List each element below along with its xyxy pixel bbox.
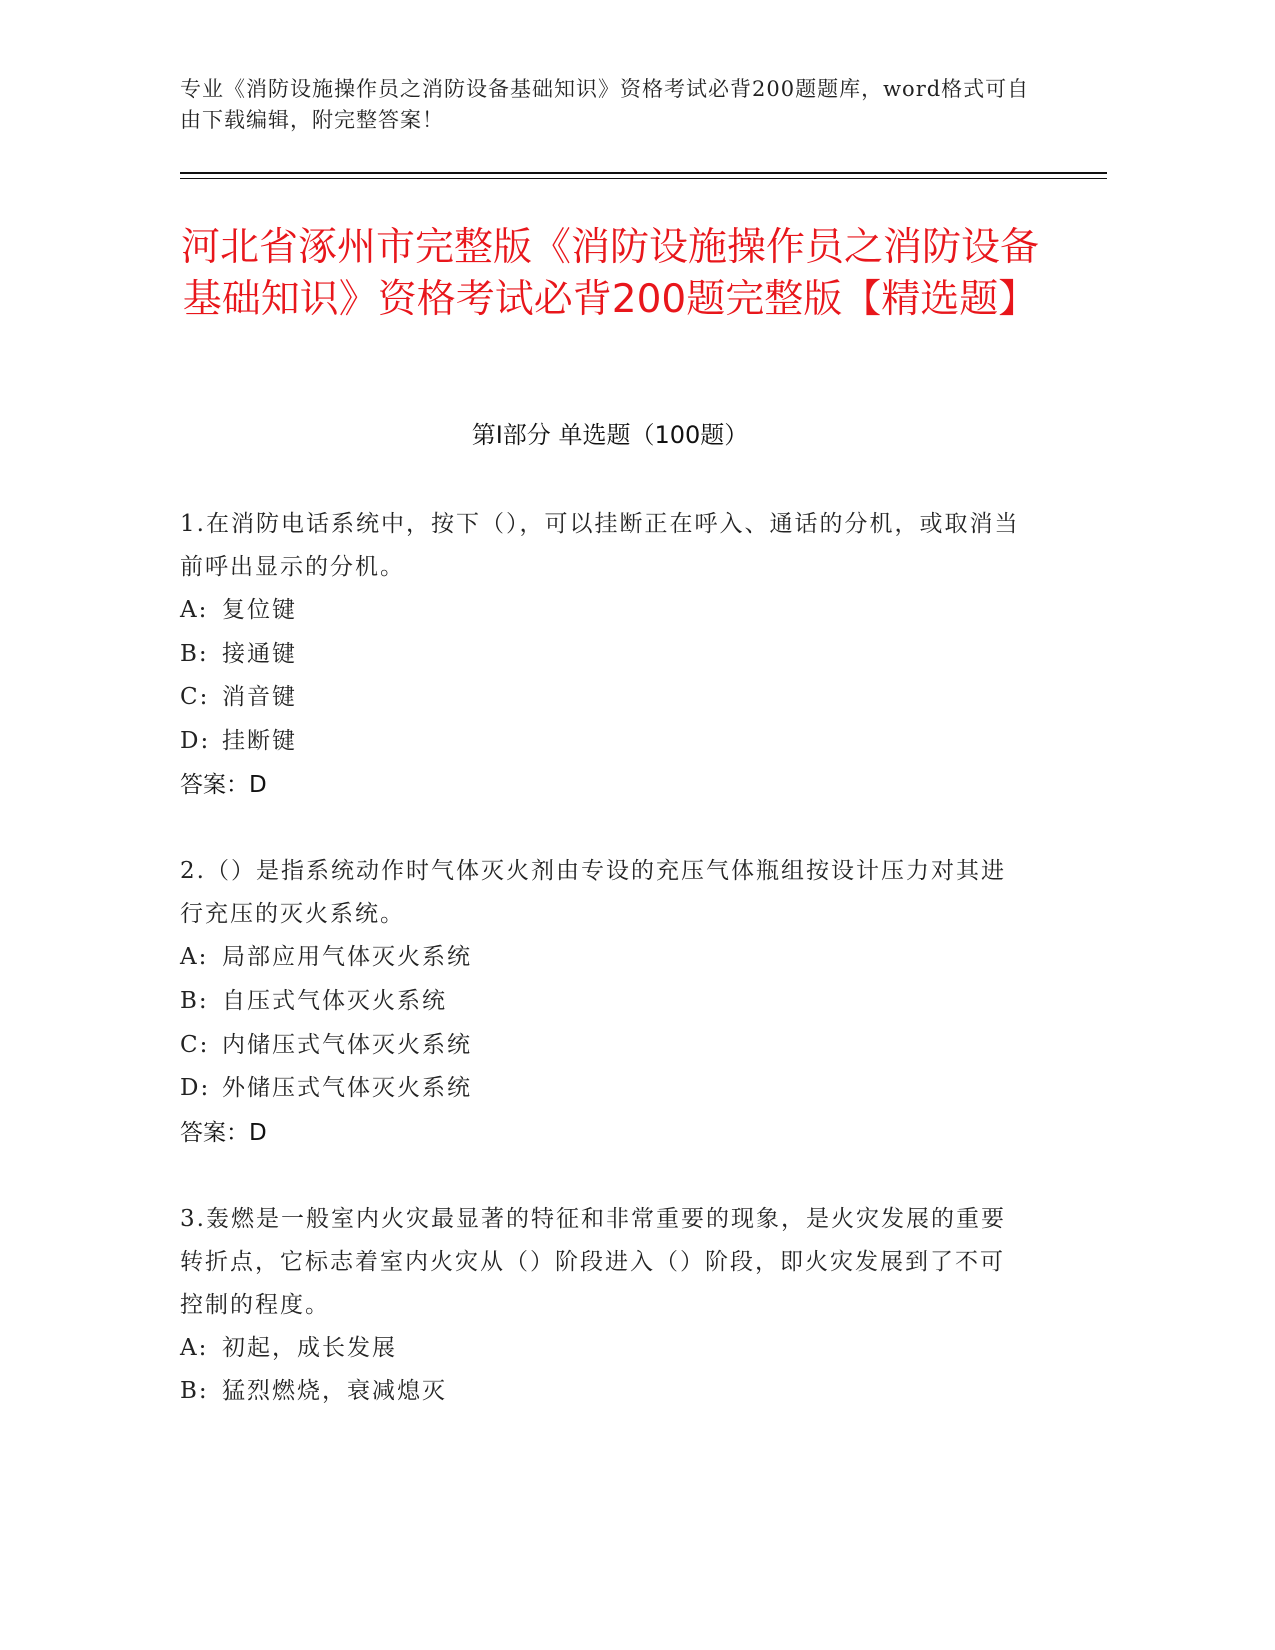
option-c (180, 1024, 1020, 1068)
option-text: 外储压式气体灭火系统 (222, 1075, 472, 1102)
question-list (180, 503, 1020, 1414)
option-text: 挂断键 (222, 727, 297, 754)
option-text: 局部应用气体灭火系统 (222, 944, 472, 971)
option-b (180, 980, 1020, 1024)
option-text: 自压式气体灭火系统 (222, 987, 447, 1014)
answer-line: 答案：D (180, 772, 267, 799)
option-key: A: (180, 944, 209, 971)
option-b (180, 633, 1020, 677)
question-stem: 1.在消防电话系统中，按下（），可以挂断正在呼入、通话的分机，或取消当前呼出显示的分机。 (180, 511, 1020, 580)
option-key: C: (180, 1031, 210, 1058)
option-text: 接通键 (222, 640, 297, 667)
option-key: D: (180, 727, 211, 754)
question-stem: 2.（）是指系统动作时气体灭火剂由专设的充压气体瓶组按设计压力对其进行充压的灭火系统。 (180, 858, 1006, 928)
option-a (180, 936, 1020, 980)
option-text: 猛烈燃烧，衰减熄灭 (222, 1378, 447, 1405)
option-d (180, 1067, 1020, 1111)
question-stem: 3.轰燃是一般室内火灾最显著的特征和非常重要的现象，是火灾发展的重要转折点，它标志着室内火灾从（）阶段进入（）阶段，即火灾发展到了不可控制的程度。 (180, 1205, 1006, 1318)
option-key: A: (180, 597, 209, 623)
document-title: 河北省涿州市完整版《消防设施操作员之消防设备基础知识》资格考试必背200题完整版【精选题】 (180, 225, 1039, 322)
option-key: B: (180, 640, 209, 667)
option-text: 内储压式气体灭火系统 (222, 1031, 472, 1058)
section-title: 第Ⅰ部分 单选题（100题） (471, 421, 749, 449)
option-a (180, 589, 1020, 633)
option-text: 初起，成长发展 (222, 1334, 397, 1361)
option-key: B: (180, 1378, 209, 1405)
header-divider-thin (180, 178, 1107, 179)
option-key: D: (180, 1075, 211, 1102)
option-d (180, 720, 1020, 764)
question-1 (180, 503, 1020, 807)
option-b (180, 1370, 1020, 1414)
answer-line: 答案：D (180, 1119, 267, 1146)
question-spacer (180, 1155, 1020, 1198)
question-3 (180, 1198, 1020, 1414)
header-divider-thick (180, 172, 1107, 174)
question-spacer (180, 807, 1020, 850)
option-a (180, 1327, 1020, 1371)
question-2 (180, 850, 1020, 1154)
option-key: C: (180, 684, 210, 711)
option-text: 消音键 (222, 684, 297, 711)
header-note: 专业《消防设施操作员之消防设备基础知识》资格考试必背200题题库，word格式可自由下载编辑，附完整答案！ (180, 77, 1030, 132)
option-text: 复位键 (222, 597, 297, 623)
option-c (180, 676, 1020, 720)
option-key: A: (180, 1334, 209, 1361)
option-key: B: (180, 987, 209, 1014)
